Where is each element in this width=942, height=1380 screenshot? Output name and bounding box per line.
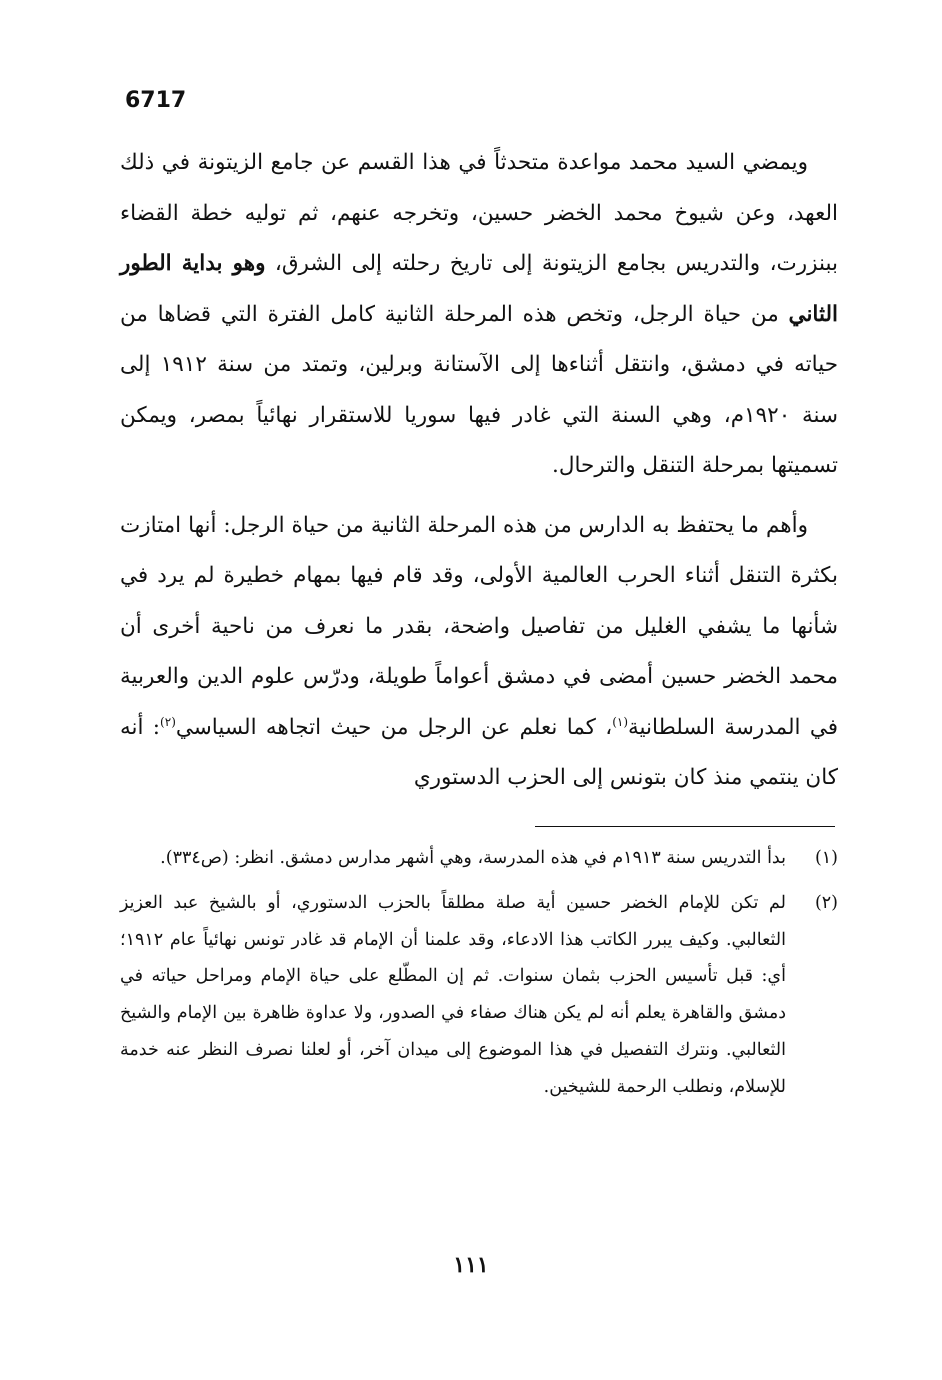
paragraph-2 <box>120 501 838 804</box>
footnote-2 <box>120 885 838 1106</box>
page-stamp-number: 6717 <box>125 88 187 113</box>
footnote-1 <box>120 840 838 877</box>
paragraph-1 <box>120 138 838 492</box>
footnotes <box>120 840 838 1114</box>
paragraph-1-text-b: من حياة الرجل، وتخص هذه المرحلة الثانية كامل الفترة التي قضاها من حياته في دمشق، وانتقل أثناءها إلى الآستانة وبرلين، وتمتد من سنة ١٩١٢ إلى سنة ١٩٢٠م، وهي السنة التي غادر فيها سوريا للاستقرار نهائياً بمصر، ويمكن تسميتها بمرحلة التنقل والترحال. <box>120 301 838 478</box>
paragraph-1-text-a: ويمضي السيد محمد مواعدة متحدثاً في هذا القسم عن جامع الزيتونة في ذلك العهد، وعن شيوخ محمد الخضر حسين، وتخرجه عنهم، ثم توليه خطة القضاء ببنزرت، والتدريس بجامع الزيتونة إلى تاريخ رحلته إلى الشرق، <box>120 150 839 276</box>
footnote-number: (١) <box>814 848 838 868</box>
footnote-separator <box>535 826 835 827</box>
page-number: ١١١ <box>453 1252 489 1278</box>
paragraph-2-text-c: : أنه كان ينتمي منذ كان بتونس إلى الحزب الدستوري <box>120 714 838 790</box>
paragraph-1-bold-phrase: وهو بداية الطور الثاني <box>120 251 838 327</box>
footnote-text: بدأ التدريس سنة ١٩١٣م في هذه المدرسة، وهي أشهر مدارس دمشق. انظر: (ص٣٣٤). <box>160 848 786 868</box>
footnote-ref-2: (٢) <box>160 714 176 729</box>
footnote-text: لم تكن للإمام الخضر حسين أية صلة مطلقاً بالحزب الدستوري، أو بالشيخ عبد العزيز الثعالبي. وكيف يبرر الكاتب هذا الادعاء، وقد علمنا أن الإمام قد غادر تونس نهائياً عام ١٩١٢؛ أي: قبل تأسيس الحزب بثمان سنوات. ثم إن المطّلع على حياة الإمام ومراحل حياته في دمشق والقاهرة يعلم أنه لم يكن هناك صفاء في الصدور، ولا عداوة ظاهرة بين الإمام والشيخ الثعالبي. ونترك التفصيل في هذا الموضوع إلى ميدان آخر، أو لعلنا نصرف النظر عنه خدمة للإسلام، ونطلب الرحمة للشيخين. <box>120 892 786 1097</box>
main-text <box>120 138 838 804</box>
paragraph-2-text-b: ، كما نعلم عن الرجل من حيث اتجاهه السياسي <box>175 714 613 740</box>
footnote-ref-1: (١) <box>612 714 629 729</box>
paragraph-2-text-a: وأهم ما يحتفظ به الدارس من هذه المرحلة الثانية من حياة الرجل: أنها امتازت بكثرة التنقل أثناء الحرب العالمية الأولى، وقد قام فيها بمهام خطيرة لم يرد في شأنها ما يشفي الغليل من تفاصيل واضحة، بقدر ما نعرف من ناحية أخرى أن محمد الخضر حسين أمضى في دمشق أعواماً طويلة، ودرّس علوم الدين والعربية في المدرسة السلطانية <box>120 512 839 740</box>
footnote-number: (٢) <box>814 892 838 913</box>
